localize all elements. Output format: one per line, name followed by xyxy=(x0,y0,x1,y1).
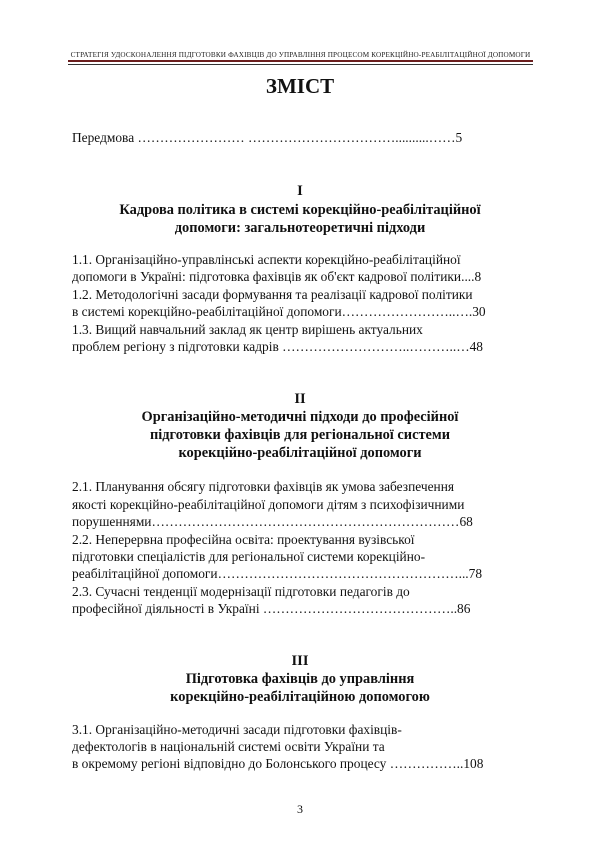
section-1-numeral: I xyxy=(297,183,303,199)
toc-entry-2-2-cont-2[interactable]: реабілітаційної допомоги………………………………………………...78 xyxy=(72,566,483,581)
toc-entry-2-3-cont[interactable]: професійної діяльності в Україні ……………………………………..86 xyxy=(72,601,471,616)
section-2-numeral: II xyxy=(294,391,306,407)
section-3-numeral: III xyxy=(291,653,309,669)
header-rule-thick xyxy=(68,60,533,62)
toc-entry-2-1[interactable]: 2.1. Планування обсягу підготовки фахівців як умова забезпечення xyxy=(72,479,455,494)
toc-entry-2-3[interactable]: 2.3. Сучасні тенденції модернізації підготовки педагогів до xyxy=(72,584,410,599)
header-rule-thin xyxy=(68,64,533,65)
section-3-title-line-2: корекційно-реабілітаційною допомогою xyxy=(170,689,430,705)
page-number: 3 xyxy=(297,802,303,816)
toc-entry-1-1-cont[interactable]: допомоги в Україні: підготовка фахівців як об'єкт кадрової політики....8 xyxy=(72,269,482,284)
section-2-title-line-2: підготовки фахівців для регіональної системи xyxy=(149,427,451,443)
toc-preface[interactable]: Передмова …………………… ……………………………..........……5 xyxy=(72,130,463,145)
running-header: СТРАТЕГІЯ УДОСКОНАЛЕННЯ ПІДГОТОВКИ ФАХІВЦІВ ДО УПРАВЛІННЯ ПРОЦЕСОМ КОРЕКЦІЙНО-РЕАБІЛІТАЦІЙНОЇ ДОПОМОГИ xyxy=(70,51,531,59)
page-title: ЗМІСТ xyxy=(265,74,335,98)
toc-entry-1-3-cont[interactable]: проблем регіону з підготовки кадрів ………………………..………..…48 xyxy=(72,339,483,354)
section-2-title-line-3: корекційно-реабілітаційної допомоги xyxy=(178,445,422,461)
section-2-title-line-1: Організаційно-методичні підходи до професійної xyxy=(141,409,459,425)
section-1-title-line-2: допомоги: загальнотеоретичні підходи xyxy=(174,220,426,236)
toc-entry-2-2-cont-1[interactable]: підготовки спеціалістів для регіональної системи корекційно- xyxy=(72,549,426,564)
section-1-title-line-1: Кадрова політика в системі корекційно-реабілітаційної xyxy=(119,202,481,218)
toc-entry-1-2[interactable]: 1.2. Методологічні засади формування та реалізації кадрової політики xyxy=(72,287,473,302)
toc-entry-3-1[interactable]: 3.1. Організаційно-методичні засади підготовки фахівців- xyxy=(72,722,402,737)
toc-entry-3-1-cont-2[interactable]: в окремому регіоні відповідно до Болонського процесу ……………..108 xyxy=(72,756,484,771)
toc-entry-1-1[interactable]: 1.1. Організаційно-управлінські аспекти корекційно-реабілітаційної xyxy=(72,252,461,267)
toc-entry-2-2[interactable]: 2.2. Неперервна професійна освіта: проектування вузівської xyxy=(72,532,415,547)
toc-entry-2-1-cont-2[interactable]: порушеннями……………………………………………………………68 xyxy=(72,514,473,529)
toc-entry-1-2-cont[interactable]: в системі корекційно-реабілітаційної допомоги……………………..….30 xyxy=(72,304,486,319)
toc-entry-3-1-cont-1[interactable]: дефектологів в національній системі освіти України та xyxy=(72,739,385,754)
toc-entry-1-3[interactable]: 1.3. Вищий навчальний заклад як центр вирішень актуальних xyxy=(72,322,423,337)
toc-entry-2-1-cont-1[interactable]: якості корекційно-реабілітаційної допомоги дітям з психофізичними xyxy=(72,497,465,512)
section-3-title-line-1: Підготовка фахівців до управління xyxy=(185,671,415,687)
